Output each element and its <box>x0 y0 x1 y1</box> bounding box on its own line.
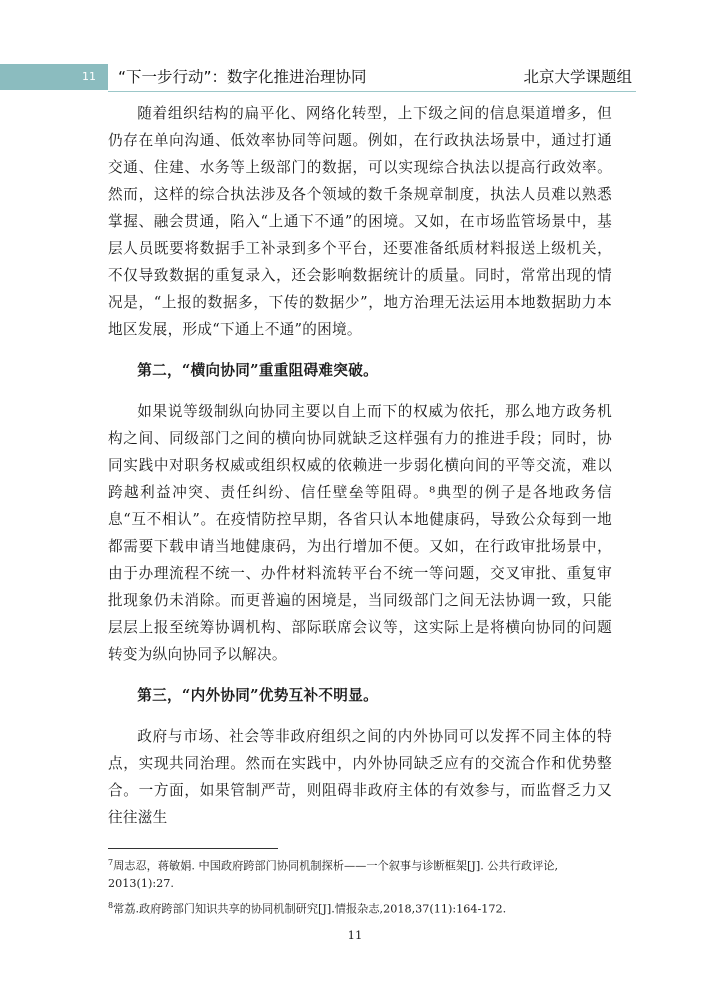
header-divider <box>108 91 636 92</box>
footnote-marker: 8 <box>108 900 114 910</box>
section-heading: 第三，“内外协同”优势互补不明显。 <box>137 687 378 704</box>
paragraph: 如果说等级制纵向协同主要以自上而下的权威为依托，那么地方政务机构之间、同级部门之间的横向协同就缺乏这样强有力的推进手段；同时，协同实践中对职务权威或组织权威的依赖进一步弱化横向间的平等交流，难以跨越利益冲突、责任纠纷、信任壁垒等阻碍。⁸典型的例子是各地政务信息“互不相认”。在疫情防控早期，各省只认本地健康码，导致公众每到一地都需要下载申请当地健康码，为出行增加不便。又如，在行政审批场景中，由于办理流程不统一、办件材料流转平台不统一等问题，交叉审批、重复审批现象仍未消除。而更普遍的困境是，当同级部门之间无法协调一致，只能层层上报至统筹协调机构、部际联席会议等，这实际上是将横向协同的问题转变为纵向协同予以解决。 <box>108 403 612 663</box>
footnote-text: 周志忍，蒋敏娟. 中国政府跨部门协同机制探析——一个叙事与诊断框架[J]. 公共行政评论, 2013(1):27. <box>108 859 559 890</box>
footnote-divider <box>108 848 278 849</box>
footnote <box>108 854 608 892</box>
footnotes <box>108 854 608 922</box>
footnote <box>108 897 608 918</box>
running-header-organization: 北京大学课题组 <box>523 68 632 86</box>
page-number-tab: 11 <box>0 64 108 90</box>
footnote-text: 常荔.政府跨部门知识共享的协同机制研究[J].情报杂志,2018,37(11):164-172. <box>113 902 507 916</box>
paragraph: 政府与市场、社会等非政府组织之间的内外协同可以发挥不同主体的特点，实现共同治理。然而在实践中，内外协同缺乏应有的交流合作和优势整合。一方面，如果管制严苛，则阻碍非政府主体的有效参与，而监督乏力又往往滋生 <box>108 728 612 826</box>
section-heading: 第二，“横向协同”重重阻碍难突破。 <box>137 362 378 379</box>
page-number: 11 <box>347 928 363 942</box>
running-header-title: “下一步行动”：数字化推进治理协同 <box>118 68 367 86</box>
paragraph: 随着组织结构的扁平化、网络化转型，上下级之间的信息渠道增多，但仍存在单向沟通、低效率协同等问题。例如，在行政执法场景中，通过打通交通、住建、水务等上级部门的数据，可以实现综合执法以提高行政效率。然而，这样的综合执法涉及各个领域的数千条规章制度，执法人员难以熟悉掌握、融会贯通，陷入“上通下不通”的困境。又如，在市场监管场景中，基层人员既要将数据手工补录到多个平台，还要准备纸质材料报送上级机关，不仅导致数据的重复录入，还会影响数据统计的质量。同时，常常出现的情况是，“上报的数据多，下传的数据少”，地方治理无法运用本地数据助力本地区发展，形成“下通上不通”的困境。 <box>108 105 612 338</box>
footnote-marker: 7 <box>108 858 114 867</box>
body-text <box>108 100 612 831</box>
